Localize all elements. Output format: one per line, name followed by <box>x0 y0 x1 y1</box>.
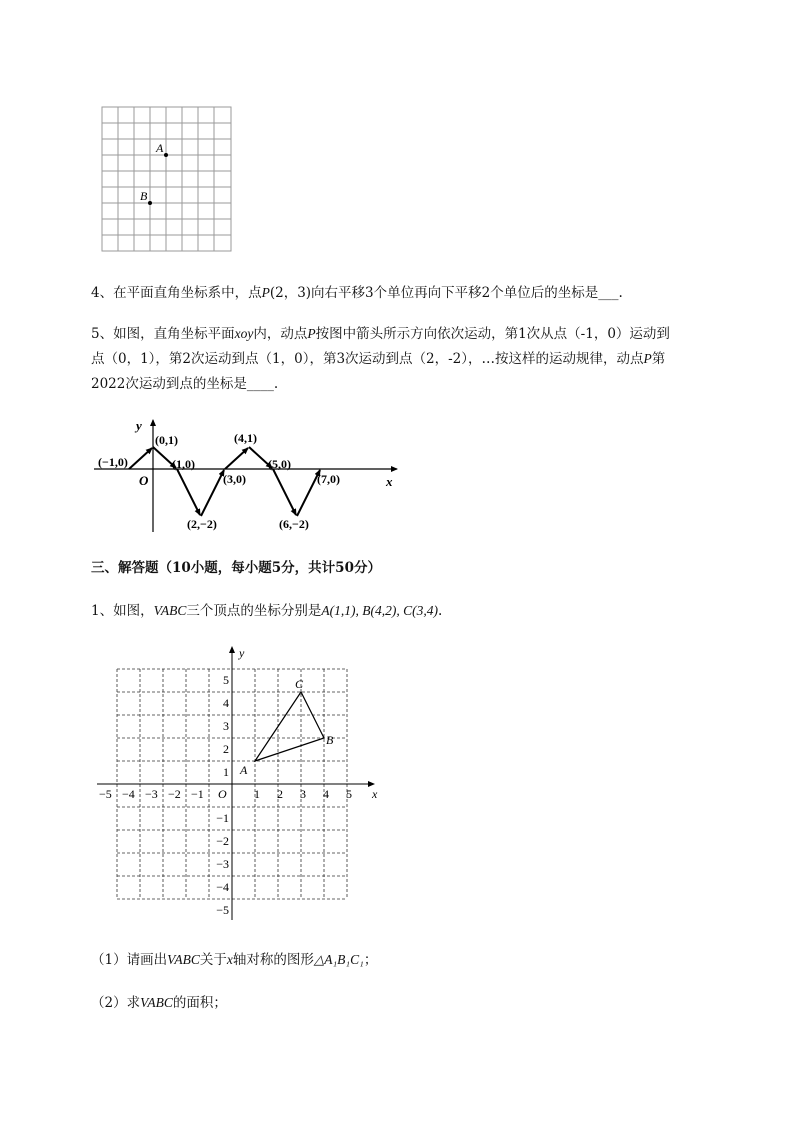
point-label-8: (6,−2) <box>279 517 309 531</box>
y-tick: 1 <box>223 765 229 779</box>
q5-var-p2: P <box>643 351 652 366</box>
x-tick: −2 <box>168 787 181 801</box>
origin-label: O <box>218 787 227 801</box>
y-axis-label: y <box>239 646 245 660</box>
q4-var-p: P <box>261 285 270 300</box>
q1-end: . <box>437 603 443 619</box>
point-label-1: (−1,0) <box>98 455 128 469</box>
x-tick: −4 <box>122 787 135 801</box>
q5-var-p: P <box>307 326 316 341</box>
q5-text-2a: 点（0，1），第2次运动到点（1，0），第3次运动到点（2，-2），…按这样的运动规律，动点 <box>91 351 644 367</box>
label-b: B <box>140 189 148 203</box>
q4-end: . <box>618 285 623 301</box>
q5-end: . <box>273 376 279 392</box>
sub-question-2 <box>91 993 227 1013</box>
x-axis-label: x <box>386 474 393 489</box>
y-tick: 3 <box>223 719 229 733</box>
question-1 <box>91 601 442 621</box>
point-label-9: (7,0) <box>317 472 340 486</box>
x-tick: 3 <box>300 787 306 801</box>
point-a <box>164 153 168 157</box>
y-tick: 2 <box>223 742 229 756</box>
sub1-text-b: 关于 <box>199 952 227 968</box>
q5-text-2b: 第 <box>651 351 666 367</box>
q5-text-1c: 按图中箭头所示方向依次运动，第1次从点（-1，0）运动到 <box>315 326 670 342</box>
x-tick: −3 <box>145 787 158 801</box>
x-tick: 1 <box>254 787 260 801</box>
grid-svg <box>101 106 233 254</box>
sub2-triangle: VABC <box>140 995 173 1010</box>
y-axis-label: y <box>136 418 142 433</box>
point-label-3: (1,0) <box>172 457 195 471</box>
triangle-figure <box>92 642 384 924</box>
q5-text-3: 2022次运动到点的坐标是 <box>91 376 247 392</box>
sub1-triangle: VABC <box>167 952 200 967</box>
point-label-6: (4,1) <box>234 431 257 445</box>
vertex-a-label: A <box>240 763 248 777</box>
sub1-text-c: 轴对称的图形 <box>232 952 314 968</box>
origin-label: O <box>139 473 149 488</box>
triangle-svg <box>92 642 384 924</box>
path-figure <box>92 414 404 538</box>
question-5-line-2 <box>91 349 665 369</box>
q1-coords: A(1,1), B(4,2), C(3,4) <box>321 603 438 618</box>
question-5-line-3 <box>91 374 278 394</box>
y-tick: −4 <box>216 880 229 894</box>
x-axis-label: x <box>372 787 378 801</box>
q1-mid: 三个顶点的坐标分别是 <box>186 603 322 619</box>
sub1-var-x: x <box>226 952 233 967</box>
sub1-triangle-reflected: △A₁B₁C₁ <box>313 952 364 967</box>
q5-text-1a: 5、如图，直角坐标平面 <box>91 326 235 342</box>
point-label-5: (3,0) <box>223 472 246 486</box>
triangle-abc <box>255 692 324 761</box>
q4-blank[interactable]: ___ <box>598 285 619 301</box>
grid-figure <box>101 106 233 254</box>
q5-text-1b: 内，动点 <box>253 326 308 342</box>
sub2-text-a: （2）求 <box>91 995 141 1011</box>
vertex-c-label: C <box>295 677 304 691</box>
point-label-4: (2,−2) <box>187 517 217 531</box>
x-tick: 5 <box>346 787 352 801</box>
y-tick: −1 <box>216 811 229 825</box>
point-b <box>148 201 152 205</box>
q5-blank[interactable]: ____ <box>246 376 274 392</box>
q5-var-xoy: xoy <box>234 326 254 341</box>
point-label-2: (0,1) <box>155 433 178 447</box>
section-3-title: 三、解答题（10小题，每小题5分，共计50分） <box>91 560 381 576</box>
x-tick: 4 <box>323 787 329 801</box>
sub2-text-b: 的面积； <box>172 995 227 1011</box>
grid-lines <box>102 107 231 251</box>
x-tick: 2 <box>277 787 283 801</box>
question-5-line-1 <box>91 324 670 344</box>
label-a: A <box>156 141 164 155</box>
sub-question-1 <box>91 950 377 970</box>
q4-text-2: (2，3)向右平移3个单位再向下平移2个单位后的坐标是 <box>269 285 599 301</box>
y-tick: −2 <box>216 834 229 848</box>
vertex-b-label: B <box>326 733 334 747</box>
question-4 <box>91 283 623 303</box>
y-tick: −3 <box>216 857 229 871</box>
x-tick: −1 <box>191 787 204 801</box>
q1-triangle: VABC <box>153 603 187 618</box>
q1-prefix: 1、如图， <box>91 603 154 619</box>
q4-text-1: 4、在平面直角坐标系中，点 <box>91 285 262 301</box>
y-tick: 4 <box>223 696 229 710</box>
x-tick: −5 <box>99 787 112 801</box>
path-svg <box>92 414 404 538</box>
point-label-7: (5,0) <box>268 457 291 471</box>
sub1-end: ； <box>363 952 378 968</box>
y-tick: 5 <box>223 673 229 687</box>
y-tick: −5 <box>216 903 229 917</box>
sub1-text-a: （1）请画出 <box>91 952 168 968</box>
